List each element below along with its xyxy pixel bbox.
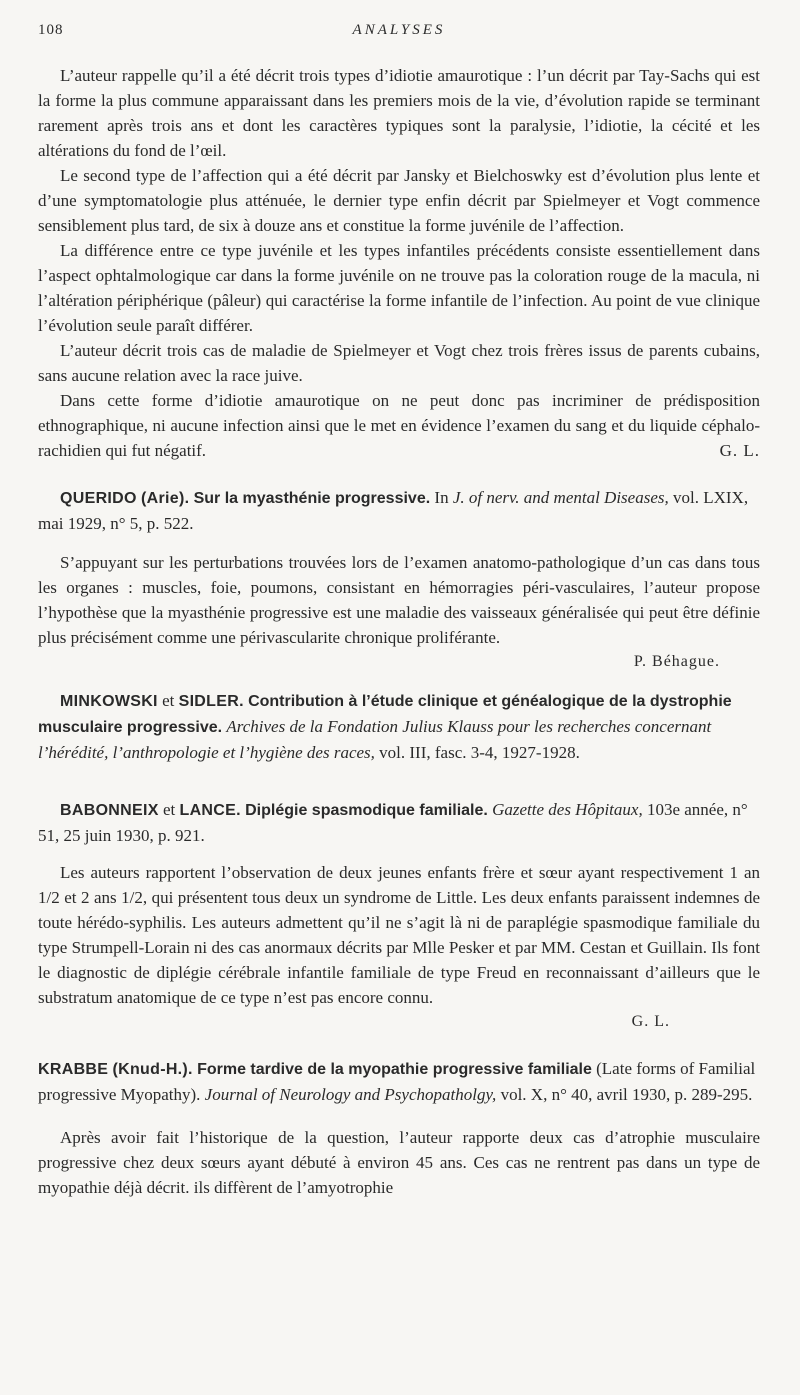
reviewer-signature: G. L.: [631, 1013, 670, 1030]
entry-reference: vol. LXIX, mai 1929, n° 5, p. 522.: [38, 488, 749, 533]
entry-title: Contribution à l’étude clinique et généalogique de la dystrophie musculaire progressive.: [38, 693, 732, 736]
entry-heading: [38, 688, 760, 765]
reviewer-signature: G. L.: [719, 441, 760, 460]
review-paragraph: Le second type de l’affection qui a été décrit par Jansky et Bielchoswky est d’évolution plus lente et d’une symptomatologie plus atténuée, le dernier type enfin décrit par Spielmeyer et Vogt commence sensiblement plus tard, de six à douze ans et constitue la forme juvénile de l’affection.: [38, 166, 760, 235]
entry-author: BABONNEIX: [60, 802, 159, 819]
review-paragraph: L’auteur décrit trois cas de maladie de Spielmeyer et Vogt chez trois frères issus de parents cubains, sans aucune relation avec la race juive.: [38, 341, 760, 385]
entry-body: Les auteurs rapportent l’observation de deux jeunes enfants frère et sœur ayant respectivement 1 an 1/2 et 2 ans 1/2, qui présentent tous deux un syndrome de Little. Les deux enfants paraissent indemnes de toute hérédo-syphilis. Les auteurs admettent qu’il ne s’agit là ni de paraplégie spasmodique familiale du type Strumpell-Lorain ni des cas anormaux décrits par Mlle Pesker et par MM. Cestan et Guillain. Ils font le diagnostic de diplégie cérébrale infantile familiale de type Freud en reconnaissant d’ailleurs que le substratum anatomique de ce type n’est pas encore connu.: [38, 863, 760, 1007]
entry-title: Sur la myasthénie progressive.: [193, 490, 431, 507]
page-header: [38, 22, 760, 46]
entry-reference: 103e année, n° 51, 25 juin 1930, p. 921.: [38, 800, 748, 845]
page-content: [38, 63, 760, 1200]
entry-reference: vol. III, fasc. 3-4, 1927-1928.: [379, 743, 580, 762]
review-paragraph: L’auteur rappelle qu’il a été décrit trois types d’idiotie amaurotique : l’un décrit par Tay-Sachs qui est la forme la plus commune apparaissant dans les premiers mois de la vie, d’évolution rapide se terminant rarement après trois ans et dont les caractères typiques sont la paralysie, l’idiotie, la cécité et les altérations du fond de l’œil.: [38, 66, 760, 160]
reviewer-signature: P. Béhague.: [633, 653, 720, 670]
review-paragraph: La différence entre ce type juvénile et les types infantiles précédents consiste essentiellement dans l’aspect ophtalmologique car dans la forme juvénile on ne trouve pas la coloration rouge de la macula, ni l’altération périphérique (pâleur) qui caractérise la forme infantile de l’infection. Au point de vue clinique l’évolution seule paraît différer.: [38, 241, 760, 335]
entry-journal: Journal of Neurology and Psychopatholgy,: [204, 1085, 497, 1104]
entry-body: Après avoir fait l’historique de la question, l’auteur rapporte deux cas d’atrophie musculaire progressive chez deux sœurs ayant débuté à environ 45 ans. Ces cas ne rentrent pas dans un type de myopathie déjà décrit. ils diffèrent de l’amyotrophie: [38, 1128, 760, 1197]
review-paragraph: [38, 388, 760, 463]
entry-title: Forme tardive de la myopathie progressive familiale: [197, 1061, 592, 1078]
entry-author-first: (Arie).: [141, 490, 190, 507]
review-text: Dans cette forme d’idiotie amaurotique on ne peut donc pas incriminer de prédisposition ethnographique, ni aucune infection ainsi que le met en évidence l’examen du sang et du liquide céphalo-rachidien qui fut négatif.: [38, 391, 760, 460]
entry-translation: (Late forms of Familial progressive Myopathy).: [38, 1059, 756, 1104]
running-head: ANALYSES: [352, 22, 446, 38]
entry-heading: [38, 1056, 760, 1107]
entry-heading: [38, 797, 760, 848]
entry-journal: Gazette des Hôpitaux,: [492, 800, 643, 819]
entry-conjunction: et: [162, 800, 176, 819]
entry-reference: vol. X, n° 40, avril 1930, p. 289-295.: [500, 1085, 753, 1104]
entry-heading: [38, 485, 760, 536]
entry-body: S’appuyant sur les perturbations trouvées lors de l’examen anatomo-pathologique d’un cas dans tous les organes : muscles, foie, poumons, consistant en hémorragies péri-vasculaires, l’auteur propose l’hypothèse que la myasthénie progressive est une maladie des vaisseaux généralisée qui peut être définie plus précisément comme une périvascularite chronique proliférante.: [38, 553, 760, 647]
entry-title: Diplégie spasmodique familiale.: [245, 802, 488, 819]
entry-conjunction: et: [162, 691, 175, 710]
entry-journal: Archives de la Fondation Julius Klauss pour les recherches concernant l’hérédité, l’anthropologie et l’hygiène des races,: [38, 717, 712, 762]
entry-author: MINKOWSKI: [60, 693, 158, 710]
entry-author: QUERIDO: [60, 490, 137, 507]
entry-author: KRABBE: [38, 1061, 109, 1078]
entry-in: In: [434, 488, 449, 507]
entry-author-first: (Knud-H.).: [112, 1061, 193, 1078]
entry-journal: J. of nerv. and mental Diseases,: [452, 488, 669, 507]
entry-author-2: SIDLER.: [178, 693, 244, 710]
page-number: 108: [38, 22, 64, 38]
entry-author-2: LANCE.: [179, 802, 241, 819]
